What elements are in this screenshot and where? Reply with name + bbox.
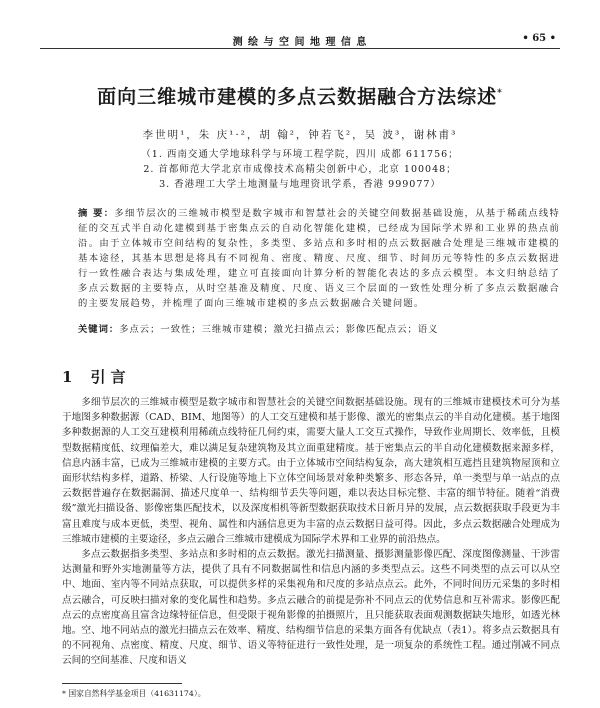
abstract-text: 多细节层次的三维城市模型是数字城市和智慧社会的关键空间数据基础设施，从基于稀疏点线特征的交互式半自动化建模到基于密集点云的自动化智能化建模，已经成为国际学术界和工业界的热点前沿。由于立体城市空间结构的复杂性，多类型、多站点和多时相的点云数据融合处理是三维城市建模的基本途径，其基本思想是将具有不同视角、密度、精度、尺度、细节、时间历元等特性的多点云数据进行一致性融合表达与集成处理，建立可直接面向计算分析的智能化表达的多点云模型。本文归纳总结了多点云数据的主要特点，从时空基准及精度、尺度、语义三个层面的一致性处理分析了多点云数据融合的主要发展趋势，并梳理了面向三维城市建模的多点云数据融合关键问题。 xyxy=(78,208,560,309)
title-footnote-mark: * xyxy=(497,88,503,99)
footnote-divider xyxy=(62,683,182,684)
affiliation-1: （1. 西南交通大学地球科学与环境工程学院，四川 成都 611756； xyxy=(141,149,459,160)
journal-name: 测 绘 与 空 间 地 理 信 息 xyxy=(232,37,368,48)
keywords xyxy=(78,321,560,335)
abstract xyxy=(78,206,560,311)
body-text xyxy=(62,395,560,669)
footnote: * 国家自然科学基金项目（41631174）。 xyxy=(62,689,206,698)
paper-title-text: 面向三维城市建模的多点云数据融合方法综述 xyxy=(97,86,498,108)
affiliation-3: 3. 香港理工大学土地测量与地理资讯学系，香港 999077） xyxy=(159,179,441,190)
running-header xyxy=(40,32,560,49)
section-heading xyxy=(62,366,126,387)
keywords-text: 多点云；一致性；三维城市建模；激光扫描点云；影像匹配点云；语义 xyxy=(119,324,439,335)
affiliation-2: 2. 首都师范大学北京市成像技术高精尖创新中心，北京 100048； xyxy=(143,164,457,175)
paragraph: 多点云数据指多类型、多站点和多时相的点云数据。激光扫描测量、摄影测量影像匹配、深度图像测量、干涉雷达测量和野外实地测量等方法，提供了具有不同数据属性和信息内涵的多类型点云。这些不同类型的点云可以从空中、地面、室内等不同站点获取，可以提供多样的采集视角和尺度的多站点点云。此外，不同时间历元采集的多时相点云融合，可反映扫描对象的变化属性和趋势。多点云融合的前提是弥补不同点云的优势信息和互补需求。影像匹配点云的点密度高且富含边缘特征信息，但受限于视角影像的拍摄照片，且只能获取表面观测数据缺失地形，如透光林地。空、地不同站点的激光扫描点云在效率、精度、结构细节信息的采集方面各有优缺点（表1）。将多点云数据具有的不同视角、点密度、精度、尺度、细节、语义等特征进行一致性处理，是一项复杂的系统性工程。通过削减不同点云间的空间基准、尺度和语义 xyxy=(62,549,560,667)
paragraph: 多细节层次的三维城市模型是数字城市和智慧社会的关键空间数据基础设施。现有的三维城市建模技术可分为基于地图多种数据源（CAD、BIM、地图等）的人工交互建模和基于影像、激光的密集点云的半自动化建模。基于地图多种数据源的人工交互建模利用稀疏点线特征几何约束，需要大量人工交互式操作，导致作业周期长、效率低，且模型数据精度低、纹理偏差大，难以满足复杂建筑物及其立面重建精度。基于密集点云的半自动化建模数据来源多样，信息内涵丰富，已成为三维城市建模的主要方式。由于立体城市空间结构复杂，高大建筑相互遮挡且建筑物屋顶和立面形状结构多样，道路、桥梁、人行设施等地上下立体空间场景对象种类繁多、形态各异，单一类型与单一站点的点云数据普遍存在数据漏洞、描述尺度单一、结构细节丢失等问题，难以表达目标完整、丰富的细节特征。随着“消费级”激光扫描设备、影像密集匹配技术，以及深度相机等新型数据获取技术日新月异的发展，点云数据获取手段更为丰富且难度与成本更低，类型、视角、属性和内涵信息更为丰富的点云数据日益可得。因此，多点云数据融合处理成为三维城市建模的主要途径，多点云融合三维城市建模成为国际学术界和工业界的前沿热点。 xyxy=(62,397,560,545)
author-list: 李世明¹，朱 庆¹·²，胡 翰²，钟若飞²，吴 波³，谢林甫³ xyxy=(142,129,458,141)
section-number: 1 xyxy=(62,368,73,386)
section-title: 引 言 xyxy=(90,368,126,386)
abstract-label: 摘 要： xyxy=(78,208,115,219)
keywords-label: 关键词： xyxy=(78,324,120,335)
paper-title xyxy=(40,82,560,109)
page-number: • 65 • xyxy=(522,33,556,44)
